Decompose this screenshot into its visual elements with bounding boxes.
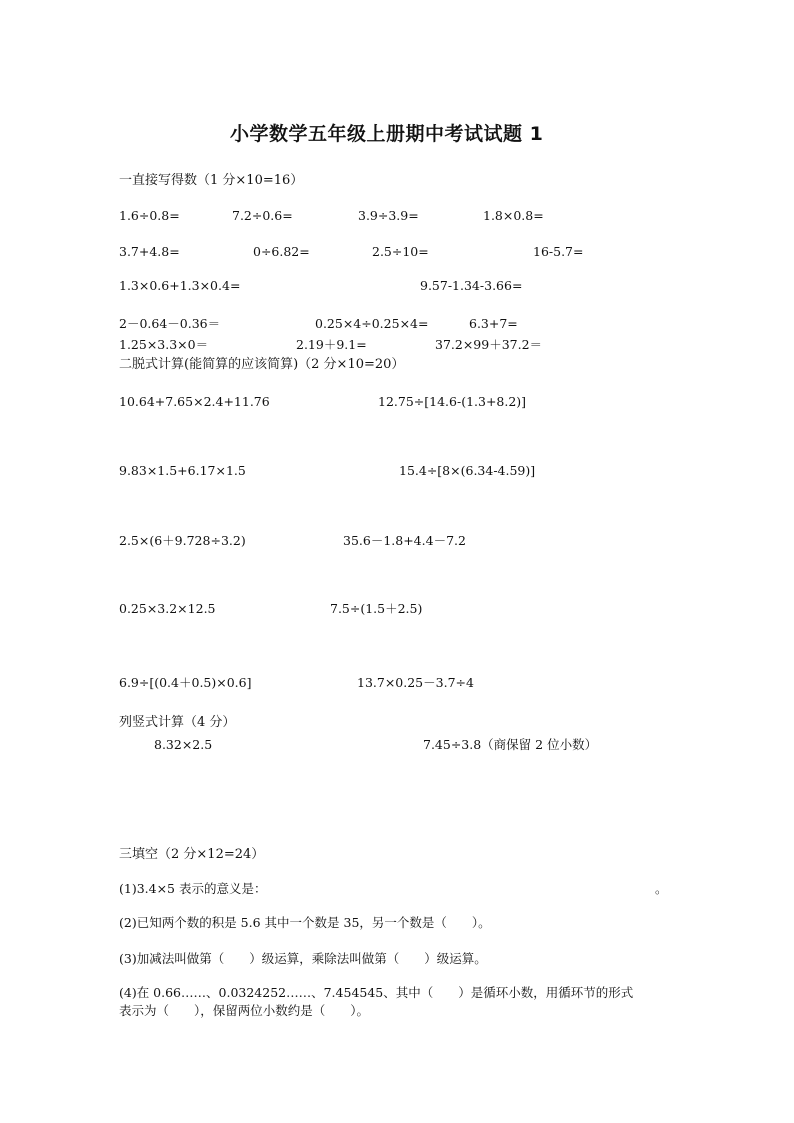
question-1: (1)3.4×5 表示的意义是： — [119, 881, 267, 896]
problem: 35.6－1.8+4.4－7.2 — [343, 533, 466, 548]
question-4-line-2: 表示为（ ），保留两位小数约是（ ）。 — [119, 1003, 370, 1018]
problem: 8.32×2.5 — [154, 737, 213, 752]
problem: 1.25×3.3×0＝ — [119, 337, 209, 352]
section-heading-stepwise: 二脱式计算(能简算的应该简算)（2 分×10=20） — [119, 357, 405, 372]
problem: 9.83×1.5+6.17×1.5 — [119, 463, 246, 478]
page-title: 小学数学五年级上册期中考试试题 1 — [230, 123, 544, 145]
problem: 16-5.7= — [533, 244, 584, 259]
question-3: (3)加减法叫做第（ ）级运算，乘除法叫做第（ ）级运算。 — [119, 951, 487, 966]
problem: 1.3×0.6+1.3×0.4= — [119, 278, 241, 293]
problem: 2－0.64－0.36＝ — [119, 316, 221, 331]
problem: 7.2÷0.6= — [232, 208, 293, 223]
problem: 6.3+7= — [469, 316, 518, 331]
problem: 2.19＋9.1= — [296, 337, 367, 352]
section-heading-oral: 一直接写得数（1 分×10=16） — [119, 173, 304, 188]
problem: 2.5×(6＋9.728÷3.2) — [119, 533, 246, 548]
problem: 1.6÷0.8= — [119, 208, 180, 223]
question-1-end: 。 — [655, 881, 668, 896]
section-heading-vertical: 列竖式计算（4 分） — [119, 715, 236, 730]
problem: 10.64+7.65×2.4+11.76 — [119, 394, 270, 409]
problem: 7.45÷3.8（商保留 2 位小数） — [423, 737, 598, 752]
problem: 0÷6.82= — [253, 244, 310, 259]
problem: 0.25×4÷0.25×4= — [315, 316, 429, 331]
problem: 2.5÷10= — [372, 244, 429, 259]
problem: 12.75÷[14.6-(1.3+8.2)] — [378, 394, 527, 409]
problem: 3.7+4.8= — [119, 244, 180, 259]
problem: 3.9÷3.9= — [358, 208, 419, 223]
problem: 7.5÷(1.5＋2.5) — [330, 601, 423, 616]
problem: 37.2×99＋37.2＝ — [435, 337, 543, 352]
question-4-line-1: (4)在 0.66……、0.0324252……、7.454545、其中（ ）是循环小数，用循环节的形式 — [119, 985, 634, 1000]
problem: 0.25×3.2×12.5 — [119, 601, 216, 616]
problem: 15.4÷[8×(6.34-4.59)] — [399, 463, 536, 478]
question-2: (2)已知两个数的积是 5.6 其中一个数是 35，另一个数是（ ）。 — [119, 915, 491, 930]
problem: 6.9÷[(0.4＋0.5)×0.6] — [119, 675, 252, 690]
section-heading-fill: 三填空（2 分×12=24） — [119, 847, 265, 862]
problem: 1.8×0.8= — [483, 208, 544, 223]
problem: 9.57-1.34-3.66= — [420, 278, 523, 293]
problem: 13.7×0.25－3.7÷4 — [357, 675, 474, 690]
